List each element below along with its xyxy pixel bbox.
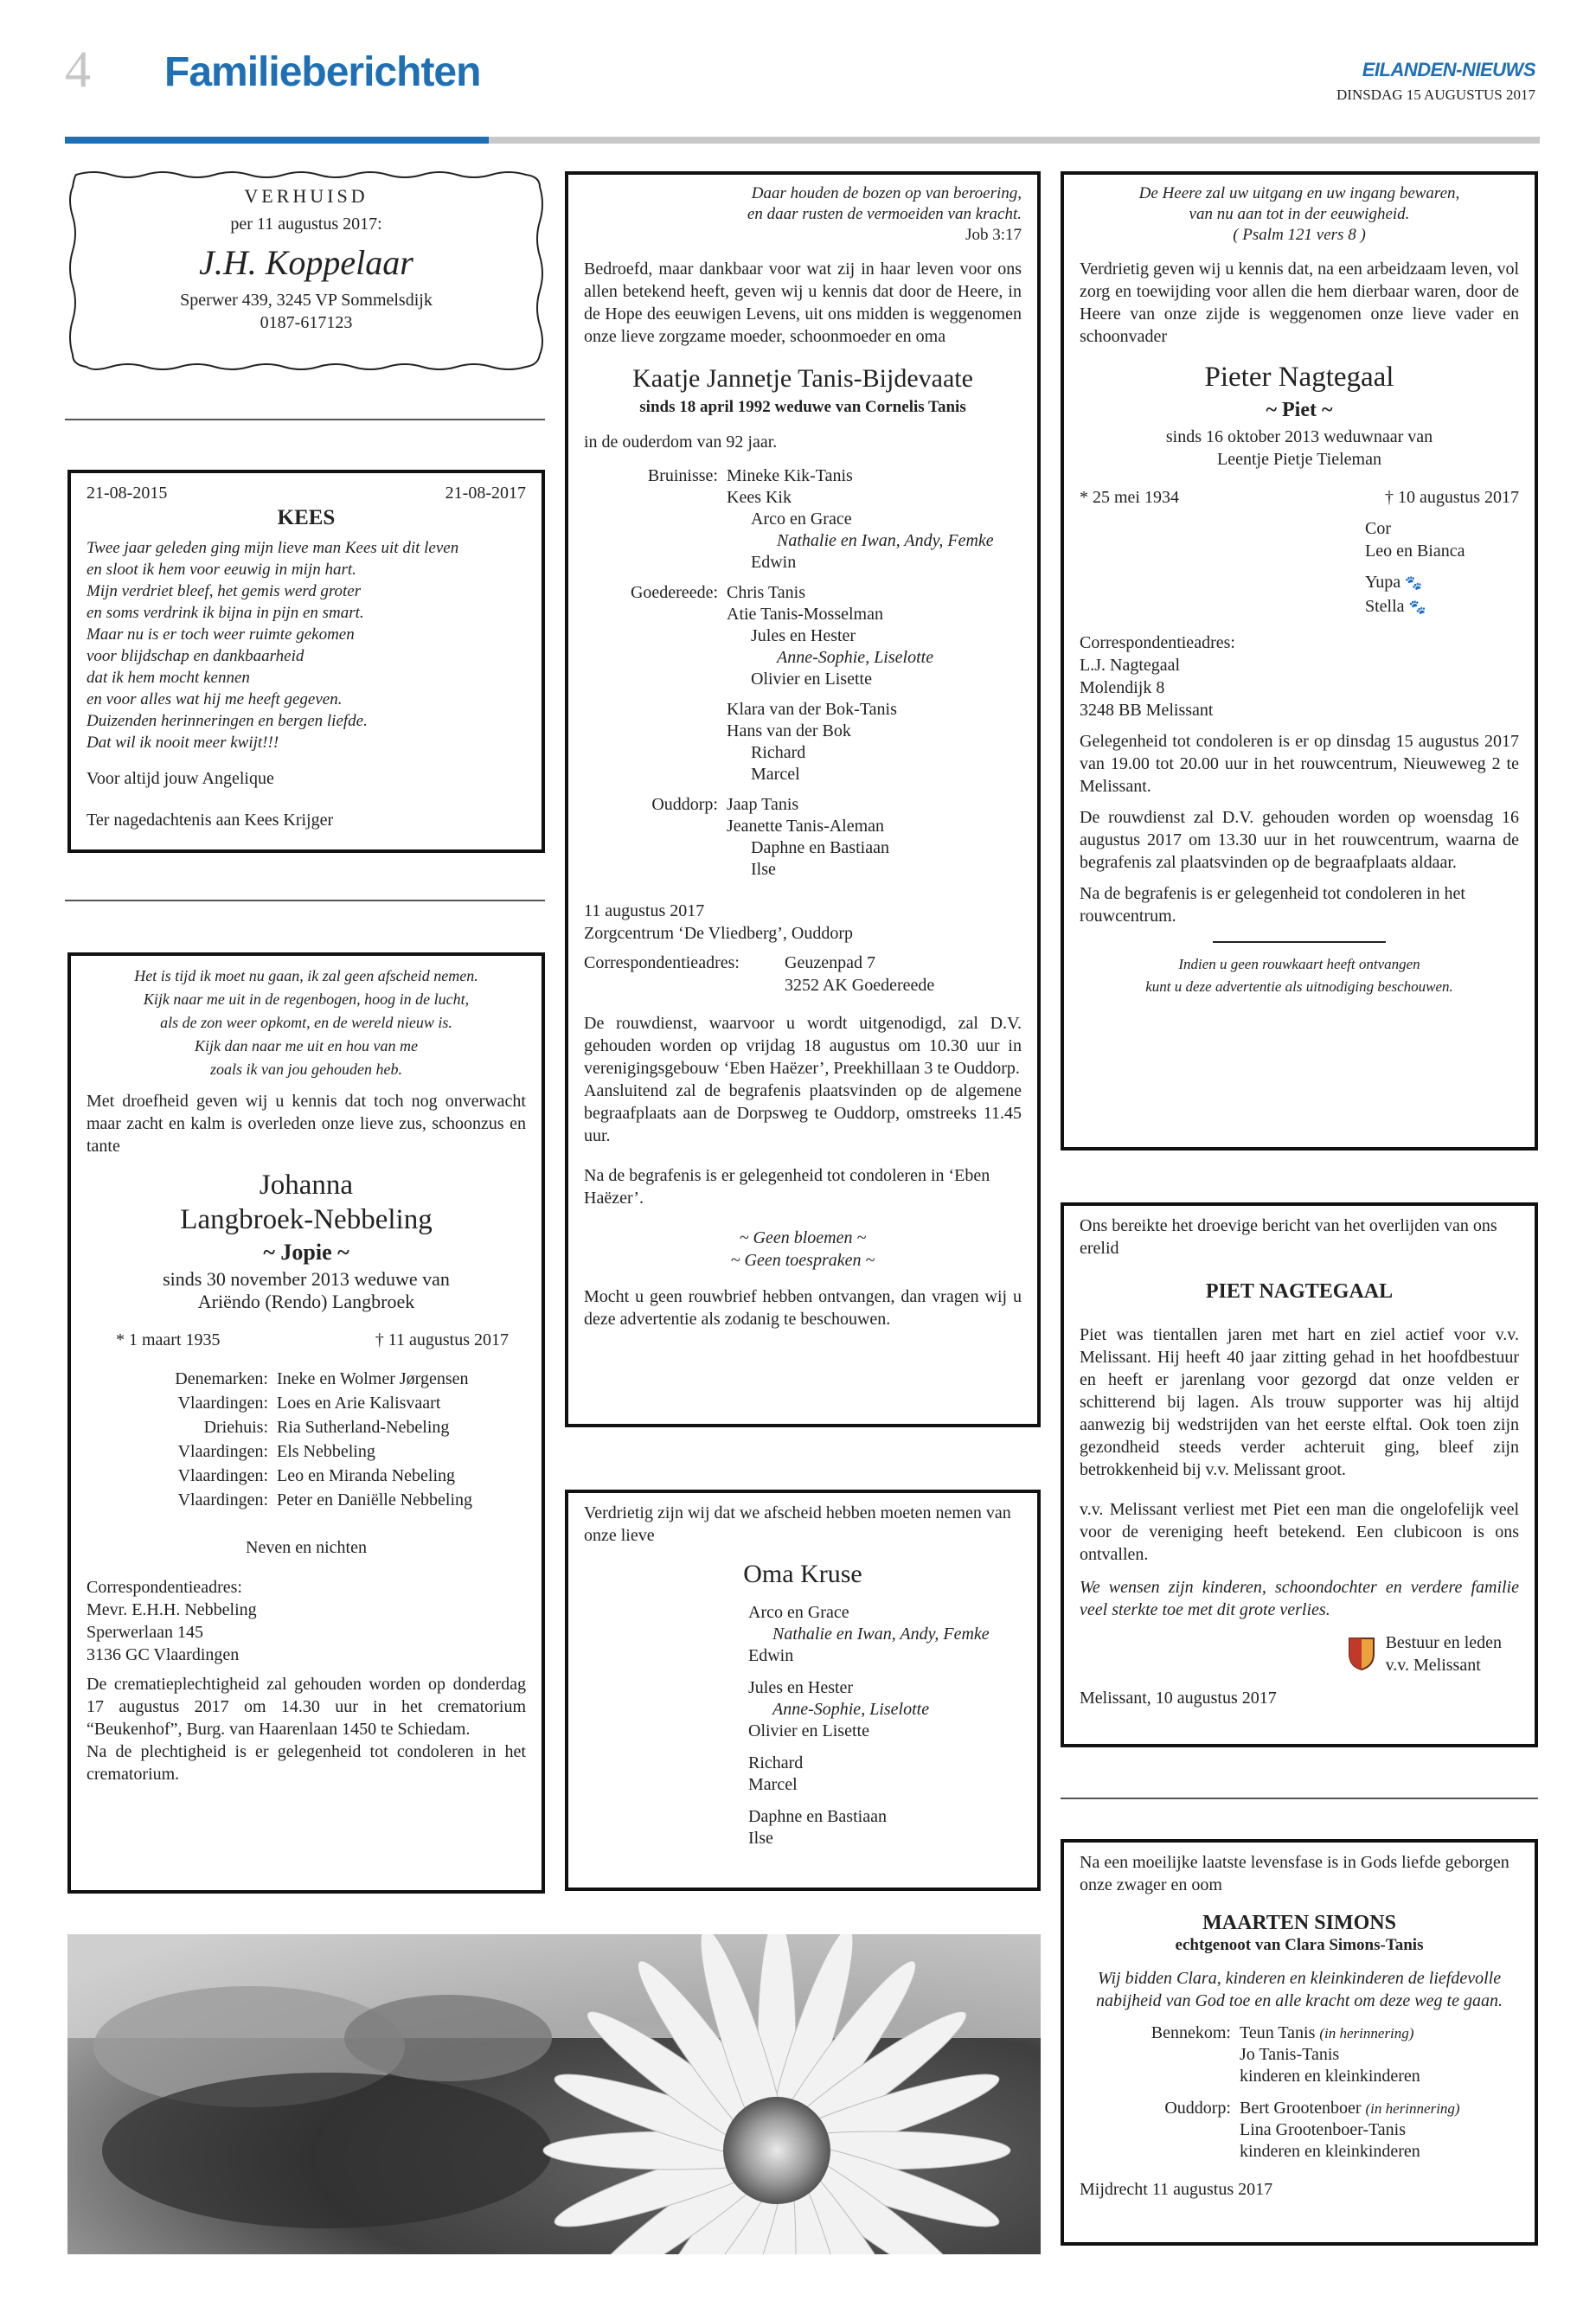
poem-line: voor blijdschap en dankbaarheid — [87, 647, 304, 665]
family-place: Vlaardingen: — [177, 1466, 268, 1485]
kaatje-intro: Bedroefd, maar dankbaar voor wat zij in haar leven voor ons allen betekend heeft, geven wij u kennis dat door de Heere, in de Hope des eeuwigen Levens, uit ons midden is weggenomen onze lieve zorgzame moeder, schoonmoeder en oma — [584, 260, 1022, 346]
maarten-spouse: echtgenoot van Clara Simons-Tanis — [1175, 1936, 1424, 1954]
poem-line: als de zon weer opkomt, en de wereld nieuw is. — [160, 1014, 452, 1031]
kruse-name: Oma Kruse — [743, 1560, 862, 1588]
kees-notice — [67, 470, 545, 853]
pieter-after: Na de begrafenis is er gelegenheid tot condoleren in het rouwcentrum. — [1080, 884, 1465, 926]
poem-line: Het is tijd ik moet nu gaan, ik zal geen afscheid nemen. — [134, 967, 478, 984]
maarten-intro: Na een moeilijke laatste levensfase is in Gods liefde geborgen onze zwager en oom — [1080, 1853, 1509, 1894]
family-note: (in herinnering) — [1319, 2025, 1414, 2041]
pieter-widower-line1: sinds 16 oktober 2013 weduwnaar van — [1165, 427, 1433, 446]
johanna-neven: Neven en nichten — [246, 1538, 367, 1557]
family-place: Bruinisse: — [647, 466, 718, 485]
family-member: Richard — [748, 1753, 804, 1772]
corr-line: L.J. Nagtegaal — [1080, 656, 1181, 675]
verhuisd-address: Sperwer 439, 3245 VP Sommelsdijk — [180, 291, 433, 310]
pet-name: Stella — [1365, 597, 1405, 616]
family-member: Atie Tanis-Mosselman — [727, 605, 883, 624]
pieter-intro: Verdrietig geven wij u kennis dat, na een arbeidzaam leven, vol zorg en toewijding voor allen die hem dierbaar waren, door de Heere van onze zijde is weggenomen onze lieve vader en schoonvader — [1080, 260, 1519, 346]
pieter-name: Pieter Nagtegaal — [1204, 362, 1394, 393]
pieter-family — [1080, 517, 1519, 619]
family-names: Loes en Arie Kalisvaart — [277, 1394, 441, 1413]
johanna-born: * 1 maart 1935 — [116, 1330, 221, 1349]
kees-poem — [87, 537, 526, 753]
family-member: Klara van der Bok-Tanis — [727, 700, 897, 719]
corr-line: 3248 BB Melissant — [1080, 701, 1214, 720]
kaatje-corr-line: 3252 AK Goedereede — [785, 976, 935, 995]
family-member: Richard — [751, 743, 806, 762]
page-number: 4 — [65, 41, 91, 98]
family-names: Peter en Daniëlle Nebbeling — [277, 1490, 473, 1509]
pieter-died: † 10 augustus 2017 — [1385, 488, 1519, 507]
header-rule — [489, 137, 1540, 144]
family-names: Els Nebbeling — [277, 1442, 375, 1461]
family-place: Goedereede: — [630, 583, 718, 602]
family-member: Hans van der Bok — [727, 721, 851, 740]
johanna-cremation: De crematieplechtigheid zal gehouden worden op donderdag 17 augustus 2017 om 14.30 uur in het crematorium “Beukenhof”, Burg. van Haarenlaan 1450 te Schiedam. — [87, 1675, 526, 1739]
johanna-corr-label: Correspondentieadres: — [87, 1578, 242, 1597]
kaatje-no-flowers: ~ Geen bloemen ~ — [739, 1228, 867, 1247]
kees-signed: Voor altijd jouw Angelique — [87, 769, 274, 788]
maarten-name: MAARTEN SIMONS — [1202, 1912, 1396, 1934]
family-member: Edwin — [748, 1646, 794, 1665]
poem-line: Duizenden herinneringen en bergen liefde. — [87, 712, 368, 730]
johanna-name-last: Langbroek-Nebbeling — [180, 1204, 433, 1235]
divider — [1061, 1798, 1538, 1799]
club-crest-icon — [1348, 1637, 1375, 1671]
family-names: Ria Sutherland-Nebeling — [277, 1418, 450, 1437]
johanna-condole: Na de plechtigheid is er gelegenheid tot condoleren in het crematorium. — [87, 1742, 526, 1784]
johanna-corr-line: Mevr. E.H.H. Nebbeling — [87, 1600, 257, 1619]
pieter-notice — [1061, 171, 1538, 1150]
pieter-service: De rouwdienst zal D.V. gehouden worden op woensdag 16 augustus 2017 om 13.30 uur in het rouwcentrum, waarna de begrafenis zal plaatsvinden op de begraafplaats aldaar. — [1080, 808, 1519, 872]
divider — [65, 900, 545, 901]
poem-line: Maar nu is er toch weer ruimte gekomen — [87, 625, 355, 644]
kaatje-age: in de ouderdom van 92 jaar. — [584, 433, 778, 452]
pieter-nickname: ~ Piet ~ — [1266, 399, 1333, 421]
johanna-intro: Met droefheid geven wij u kennis dat toch nog onverwacht maar zacht en kalm is overleden onze lieve zus, schoonzus en tante — [87, 1092, 526, 1156]
kaatje-name: Kaatje Jannetje Tanis-Bijdevaate — [632, 364, 973, 393]
family-place: Vlaardingen: — [177, 1490, 268, 1509]
family-member: Nathalie en Iwan, Andy, Femke — [777, 531, 994, 550]
paw-icon: 🐾 — [1405, 576, 1423, 591]
pieter-notice-line1: Indien u geen rouwkaart heeft ontvangen — [1178, 956, 1420, 972]
family-member: Olivier en Lisette — [751, 670, 872, 689]
issue-date: DINSDAG 15 AUGUSTUS 2017 — [1336, 87, 1535, 103]
poem-line: Dat wil ik nooit meer kwijt!!! — [87, 734, 279, 752]
maarten-wish: Wij bidden Clara, kinderen en kleinkinderen de liefdevolle nabijheid van God toe en alle kracht om deze weg te gaan. — [1096, 1969, 1503, 2010]
poem-line: dat ik hem mocht kennen — [87, 669, 250, 687]
johanna-notice — [67, 952, 545, 1894]
kees-date-right: 21-08-2017 — [445, 484, 526, 503]
family-member: Mineke Kik-Tanis — [727, 466, 853, 485]
family-place: Denemarken: — [175, 1369, 268, 1388]
verse-line: van nu aan tot in der eeuwigheid. — [1189, 205, 1410, 223]
family-member: Lina Grootenboer-Tanis — [1240, 2120, 1407, 2139]
verse-reference: Job 3:17 — [965, 226, 1022, 244]
family-member: Chris Tanis — [727, 583, 806, 602]
family-member: Leo en Bianca — [1365, 542, 1465, 561]
family-names: Leo en Miranda Nebeling — [277, 1466, 456, 1485]
kaatje-corr-label: Correspondentieadres: — [584, 953, 740, 972]
family-member: Jeanette Tanis-Aleman — [727, 817, 885, 836]
piet-club-sign2: v.v. Melissant — [1385, 1656, 1481, 1675]
johanna-nickname: ~ Jopie ~ — [263, 1240, 349, 1265]
kruse-family — [584, 1602, 1022, 1849]
pieter-widower-line2: Leentje Pietje Tieleman — [1217, 450, 1381, 469]
section-title: Familieberichten — [164, 49, 481, 95]
family-member: Ilse — [748, 1829, 773, 1848]
verhuisd-phone: 0187-617123 — [260, 313, 353, 332]
family-member: Olivier en Lisette — [748, 1721, 869, 1740]
family-member: kinderen en kleinkinderen — [1240, 2142, 1420, 2161]
family-member: Teun Tanis — [1240, 2023, 1316, 2042]
family-member: Bert Grootenboer — [1240, 2099, 1362, 2118]
verhuisd-notice — [67, 182, 545, 334]
family-member: Anne-Sophie, Liselotte — [777, 648, 934, 667]
family-member: kinderen en kleinkinderen — [1240, 2067, 1420, 2086]
kaatje-family — [584, 465, 1022, 881]
family-member: Arco en Grace — [748, 1603, 849, 1622]
kees-date-left: 21-08-2015 — [87, 484, 168, 503]
kaatje-condole: Na de begrafenis is er gelegenheid tot condoleren in ‘Eben Haëzer’. — [584, 1166, 990, 1208]
poem-line: Kijk naar me uit in de regenbogen, hoog in de lucht, — [143, 990, 470, 1008]
poem-line: en sloot ik hem voor eeuwig in mijn hart. — [87, 561, 356, 579]
family-member: Marcel — [751, 765, 800, 784]
poem-line: zoals ik van jou gehouden heb. — [210, 1061, 402, 1078]
corr-line: Correspondentieadres: — [1080, 633, 1235, 652]
family-member: Anne-Sophie, Liselotte — [772, 1700, 930, 1719]
kaatje-corr-line: Geuzenpad 7 — [785, 953, 875, 972]
family-place: Ouddorp: — [651, 795, 718, 814]
verse-line: De Heere zal uw uitgang en uw ingang bewaren, — [1138, 184, 1460, 202]
pieter-born: * 25 mei 1934 — [1080, 488, 1179, 507]
verhuisd-name: J.H. Koppelaar — [199, 243, 413, 282]
family-place: Vlaardingen: — [177, 1394, 268, 1413]
family-names: Ineke en Wolmer Jørgensen — [277, 1369, 469, 1388]
kaatje-no-speeches: ~ Geen toespraken ~ — [730, 1251, 875, 1270]
kaatje-place: Zorgcentrum ‘De Vliedberg’, Ouddorp — [584, 924, 854, 943]
kaatje-verse — [584, 183, 1022, 246]
family-member: Nathalie en Iwan, Andy, Femke — [772, 1625, 990, 1644]
family-place: Driehuis: — [203, 1418, 268, 1437]
johanna-poem — [87, 965, 526, 1081]
pet-name: Yupa — [1365, 573, 1401, 592]
kruse-intro: Verdrietig zijn wij dat we afscheid hebben moeten nemen van onze lieve — [584, 1503, 1011, 1545]
kaatje-notice-text: Mocht u geen rouwbrief hebben ontvangen, dan vragen wij u deze advertentie als zodanig te beschouwen. — [584, 1287, 1022, 1329]
family-note: (in herinnering) — [1365, 2100, 1460, 2117]
piet-club-date: Melissant, 10 augustus 2017 — [1080, 1689, 1277, 1708]
family-place: Ouddorp: — [1164, 2099, 1231, 2118]
johanna-widow-line2: Ariëndo (Rendo) Langbroek — [197, 1291, 415, 1312]
family-member: Daphne en Bastiaan — [751, 838, 889, 857]
family-member: Jo Tanis-Tanis — [1240, 2045, 1340, 2064]
pieter-notice-line2: kunt u deze advertentie als uitnodiging beschouwen. — [1145, 978, 1453, 995]
family-place: Vlaardingen: — [177, 1442, 268, 1461]
family-member: Edwin — [751, 553, 797, 572]
publication-logo: EILANDEN-NIEUWS — [1362, 59, 1535, 80]
family-member: Marcel — [748, 1775, 798, 1794]
header-rule-accent — [65, 137, 489, 144]
kruse-notice — [565, 1490, 1041, 1891]
family-member: Jules en Hester — [751, 626, 856, 645]
family-member: Jaap Tanis — [727, 795, 799, 814]
family-member: Kees Kik — [727, 488, 792, 507]
pieter-condole: Gelegenheid tot condoleren is er op dinsdag 15 augustus 2017 van 19.00 tot 20.00 uur in het rouwcentrum, Nieuweweg 2 te Melissant. — [1080, 732, 1519, 796]
pieter-verse — [1080, 183, 1519, 246]
poem-line: Twee jaar geleden ging mijn lieve man Kees uit dit leven — [87, 539, 459, 557]
kaatje-widow: sinds 18 april 1992 weduwe van Cornelis Tanis — [639, 398, 966, 416]
piet-club-notice — [1061, 1202, 1538, 1747]
kaatje-burial: Aansluitend zal de begrafenis plaatsvinden op de algemene begraafplaats aan de Dorpsweg te Ouddorp, omstreeks 11.45 uur. — [584, 1081, 1022, 1145]
poem-line: en soms verdrink ik bijna in pijn en smart. — [87, 604, 364, 622]
kaatje-date: 11 augustus 2017 — [584, 901, 705, 920]
family-member: Arco en Grace — [751, 510, 852, 529]
maarten-date: Mijdrecht 11 augustus 2017 — [1080, 2180, 1273, 2199]
kees-name: KEES — [277, 506, 336, 529]
poem-line: Kijk dan naar me uit en hou van me — [195, 1037, 418, 1054]
verhuisd-date: per 11 augustus 2017: — [230, 215, 382, 234]
pieter-correspondence — [1080, 631, 1519, 721]
maarten-notice — [1061, 1839, 1538, 2246]
verhuisd-heading: VERHUISD — [244, 185, 369, 207]
johanna-family — [87, 1367, 526, 1512]
family-member: Jules en Hester — [748, 1678, 854, 1697]
corr-line: Molendijk 8 — [1080, 678, 1165, 697]
pieter-rule — [1213, 941, 1386, 943]
kees-memory: Ter nagedachtenis aan Kees Krijger — [87, 811, 334, 830]
johanna-widow-line1: sinds 30 november 2013 weduwe van — [163, 1268, 450, 1290]
daisy-photo — [67, 1934, 1041, 2254]
verse-line: en daar rusten de vermoeiden van kracht. — [747, 205, 1022, 223]
verse-reference: ( Psalm 121 vers 8 ) — [1233, 226, 1366, 244]
family-member: Cor — [1365, 519, 1391, 538]
family-place: Bennekom: — [1151, 2023, 1231, 2042]
piet-club-p2: v.v. Melissant verliest met Piet een man die ongelofelijk veel voor de vereniging heeft betekend. Een clubicoon is ons ontvallen. — [1080, 1500, 1519, 1564]
family-member: Ilse — [751, 860, 776, 879]
paw-icon: 🐾 — [1408, 600, 1426, 615]
piet-club-name: PIET NAGTEGAAL — [1205, 1280, 1394, 1303]
verse-line: Daar houden de bozen op van beroering, — [751, 184, 1022, 202]
poem-line: Mijn verdriet bleef, het gemis werd groter — [87, 582, 362, 600]
divider — [65, 419, 545, 420]
piet-club-intro: Ons bereikte het droevige bericht van het overlijden van ons erelid — [1080, 1216, 1497, 1258]
kaatje-notice — [565, 171, 1041, 1427]
piet-club-p3: We wensen zijn kinderen, schoondochter en verdere familie veel sterkte toe met dit grote verlies. — [1080, 1578, 1519, 1619]
johanna-corr-line: Sperwerlaan 145 — [87, 1623, 203, 1642]
family-member: Daphne en Bastiaan — [748, 1807, 887, 1826]
kaatje-service: De rouwdienst, waarvoor u wordt uitgenodigd, zal D.V. gehouden worden op vrijdag 18 augustus om 10.30 uur in verenigingsgebouw ‘Eben Haëzer’, Preekhillaan 3 te Ouddorp. — [584, 1014, 1022, 1078]
johanna-corr-line: 3136 GC Vlaardingen — [87, 1645, 240, 1664]
piet-club-sign1: Bestuur en leden — [1385, 1633, 1502, 1652]
johanna-name-first: Johanna — [259, 1170, 354, 1201]
johanna-died: † 11 augustus 2017 — [375, 1330, 509, 1349]
piet-club-p1: Piet was tientallen jaren met hart en ziel actief voor v.v. Melissant. Hij heeft 40 jaar zitting gehad in het hoofdbestuur en heeft er jarenlang voor gezorgd dat onze velden er schitterend bij lagen. Als trouw supporter was hij altijd aanwezig bij wedstrijden van het eerste elftal. Ook toen zijn gezondheid steeds verder achteruit ging, bleef zijn betrokkenheid bij v.v. Melissant groot. — [1080, 1325, 1519, 1479]
maarten-family — [1080, 2022, 1519, 2163]
poem-line: en voor alles wat hij me heeft gegeven. — [87, 690, 343, 708]
